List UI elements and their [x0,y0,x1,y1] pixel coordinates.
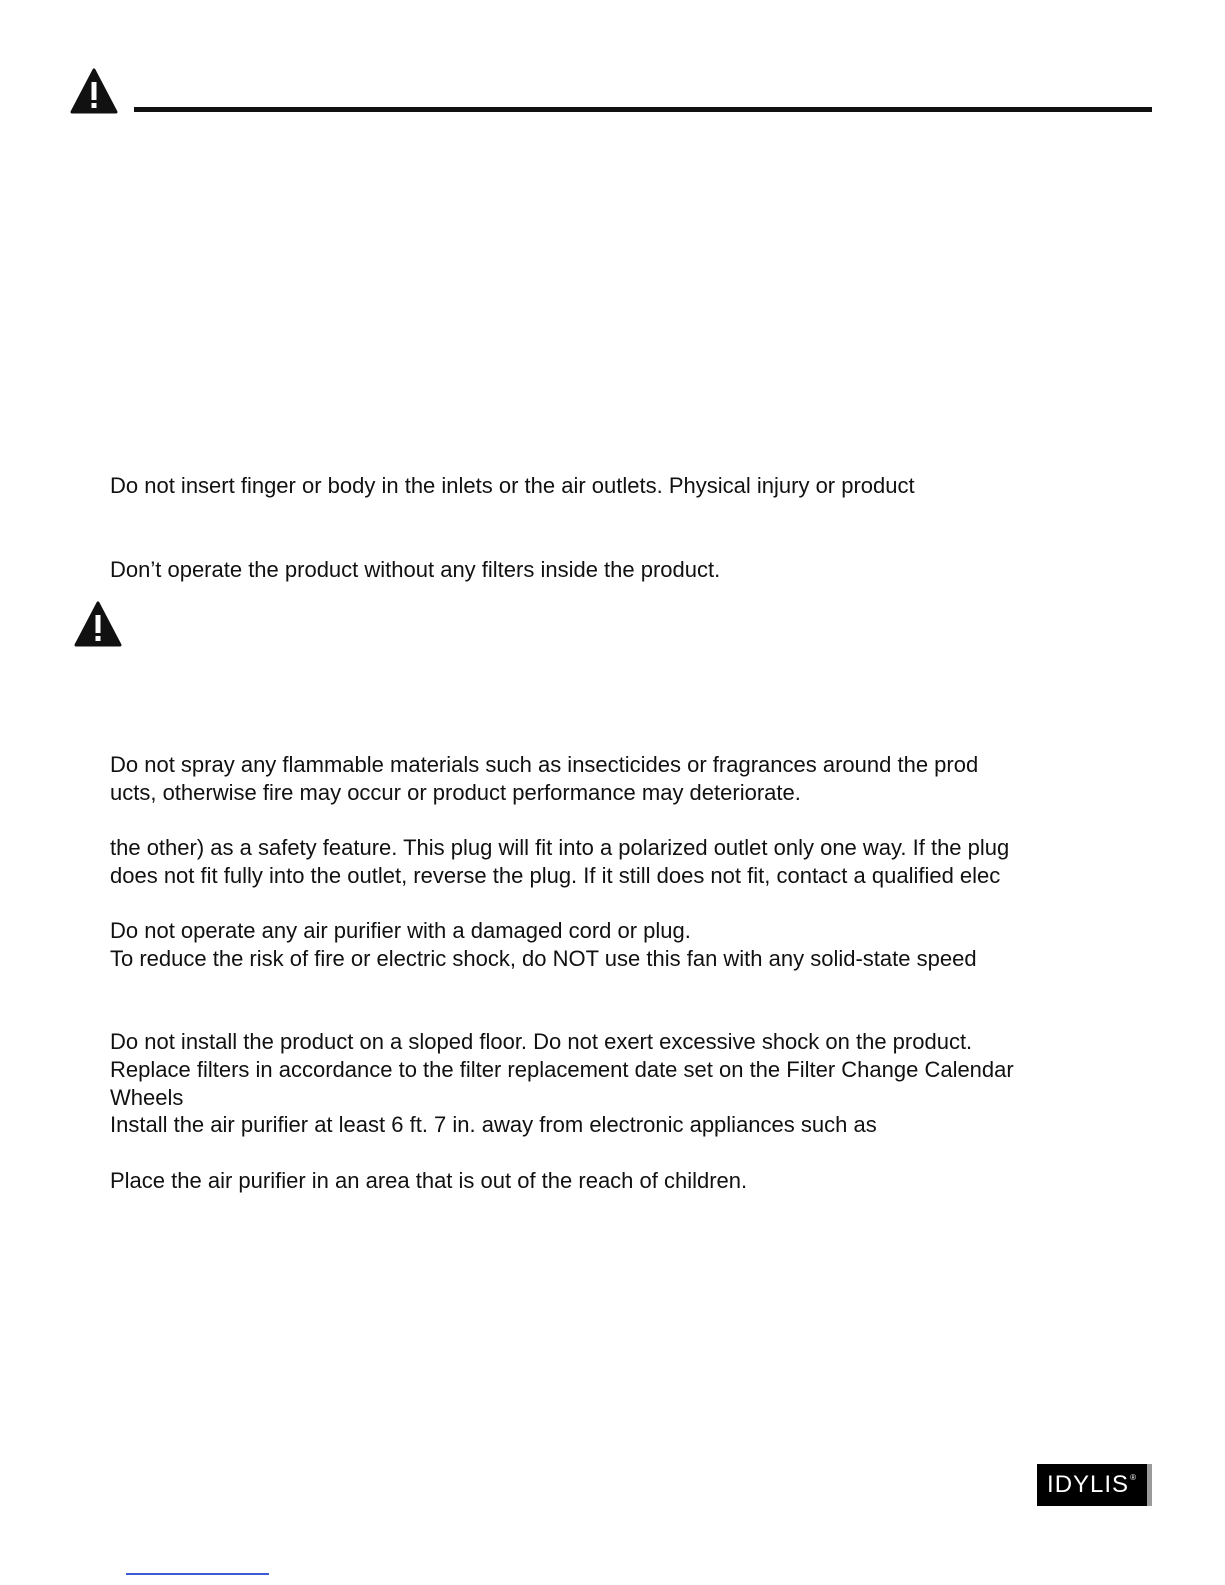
body-line: Do not spray any flammable materials such as insecticides or fragrances around the prod [110,752,979,777]
brand-logo [1037,1464,1147,1506]
body-line: the other) as a safety feature. This plug will fit into a polarized outlet only one way. If the plug [110,835,1010,860]
warning-icon [70,68,118,114]
registered-mark: ® [1130,1472,1137,1482]
body-line: Wheels [110,1085,184,1110]
header-rule [134,107,1152,112]
footer-link-underline[interactable] [126,1573,269,1575]
body-line: ucts, otherwise fire may occur or product performance may deteriorate. [110,780,801,805]
body-line: Replace filters in accordance to the filter replacement date set on the Filter Change Calendar [110,1057,1014,1082]
body-line: does not fit fully into the outlet, reverse the plug. If it still does not fit, contact a qualified elec [110,863,1001,888]
body-line: Do not install the product on a sloped floor. Do not exert excessive shock on the product. [110,1029,973,1054]
body-line: Install the air purifier at least 6 ft. 7 in. away from electronic appliances such as [110,1112,877,1137]
brand-logo-text: IDYLIS [1047,1471,1130,1498]
body-line: Place the air purifier in an area that is out of the reach of children. [110,1168,748,1193]
body-line: To reduce the risk of fire or electric shock, do NOT use this fan with any solid-state speed [110,946,977,971]
body-line: Don’t operate the product without any filters inside the product. [110,557,721,582]
body-line: Do not operate any air purifier with a damaged cord or plug. [110,918,691,943]
warning-icon [74,601,122,647]
body-line: Do not insert finger or body in the inlets or the air outlets. Physical injury or product [110,473,915,498]
